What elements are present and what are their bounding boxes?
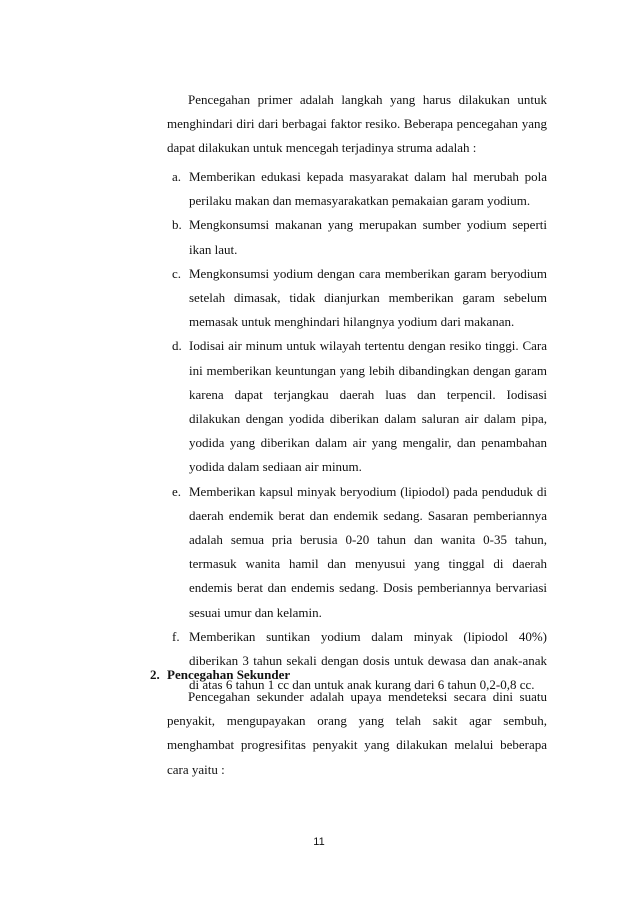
- page-number: 11: [313, 836, 325, 848]
- section-number: 2.: [150, 667, 160, 682]
- list-item-text: Memberikan kapsul minyak beryodium (lipiodol) pada penduduk di daerah endemik berat dan endemik sedang. Sasaran pemberiannya adalah semua pria berusia 0-20 tahun dan wanita 0-35 tahun, termasuk wanita hamil dan menyusui yang tinggal di daerah endemis berat dan endemis sedang. Dosis pemberiannya bervariasi sesuai umur dan kelamin.: [189, 483, 547, 620]
- list-marker: c.: [172, 265, 182, 281]
- section-title: Pencegahan Sekunder: [167, 667, 291, 682]
- intro-paragraph: Pencegahan primer adalah langkah yang harus dilakukan untuk menghindari diri dari berbagai faktor resiko. Beberapa pencegahan yang dapat dilakukan untuk mencegah terjadinya struma adalah :: [167, 92, 547, 156]
- list-marker: b.: [172, 217, 182, 233]
- list-item-text: Mengkonsumsi makanan yang merupakan sumber yodium seperti ikan laut.: [189, 217, 547, 257]
- list-item: [167, 213, 547, 261]
- list-item: [167, 480, 547, 625]
- list-item: [167, 334, 547, 479]
- list-item: [167, 262, 547, 335]
- list-item-text: Iodisai air minum untuk wilayah tertentu dengan resiko tinggi. Cara ini memberikan keuntungan yang lebih dibandingkan dengan garam karena dapat terjangkau daerah luas dan terpencil. Iodisasi dilakukan dengan yodida diberikan dalam saluran air dalam pipa, yodida yang diberikan dalam air yang mengalir, dan penambahan yodida dalam sediaan air minum.: [189, 338, 547, 475]
- section-heading: [150, 663, 290, 687]
- list-item-text: Memberikan suntikan yodium dalam minyak (lipiodol 40%) diberikan 3 tahun sekali dengan dosis untuk dewasa dan anak-anak di atas 6 tahun 1 cc dan untuk anak kurang dari 6 tahun 0,2-0,8 cc.: [189, 628, 547, 693]
- prevention-list: [167, 165, 547, 697]
- list-item: [167, 165, 547, 213]
- list-marker: d.: [172, 338, 182, 354]
- list-marker: e.: [172, 483, 182, 499]
- list-marker: a.: [172, 169, 182, 184]
- list-marker: f.: [172, 628, 180, 644]
- list-item-text: Memberikan edukasi kepada masyarakat dalam hal merubah pola perilaku makan dan memasyarakatkan pemakaian garam yodium.: [189, 169, 547, 209]
- list-item-text: Mengkonsumsi yodium dengan cara memberikan garam beryodium setelah dimasak, tidak dianjurkan memberikan garam sebelum memasak untuk menghindari hilangnya yodium dari makanan.: [189, 265, 547, 330]
- section-paragraph: Pencegahan sekunder adalah upaya mendeteksi secara dini suatu penyakit, mengupayakan orang yang telah sakit agar sembuh, menghambat progresifitas penyakit yang dilakukan melalui beberapa cara yaitu :: [167, 689, 547, 777]
